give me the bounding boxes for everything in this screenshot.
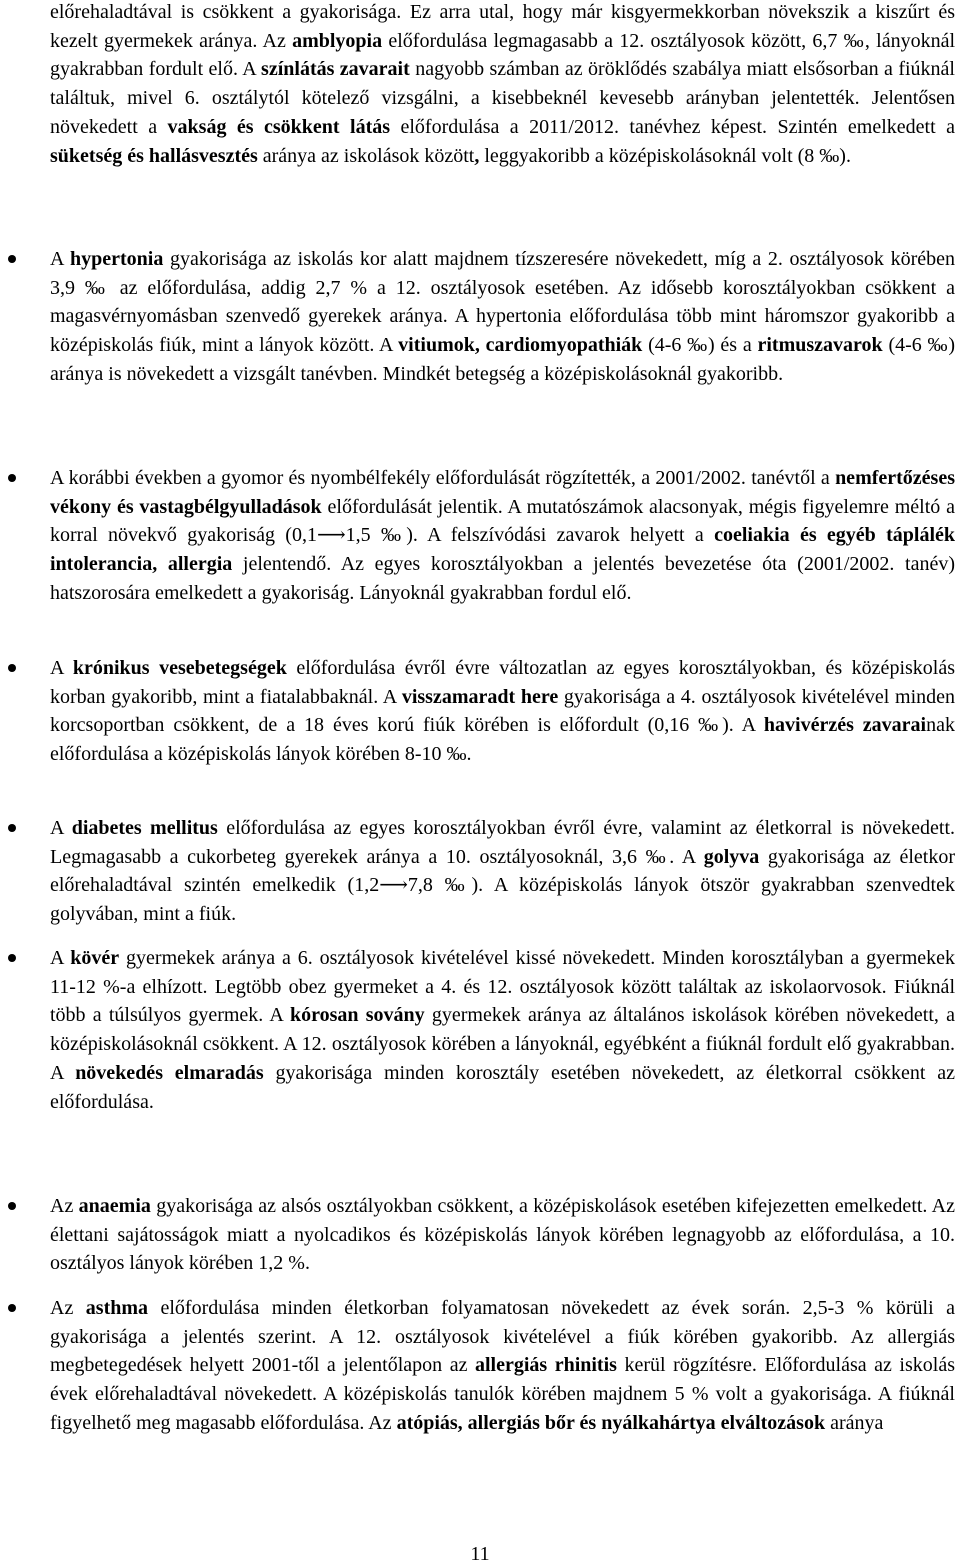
text-run: előrehaladtával is csökkent a gyakorisága. Ez arra utal, hogy már kisgyermekkorban növekszik a kiszűrt és kezelt gyermekek aránya. Az <box>50 1 955 52</box>
text-run: A <box>50 248 70 270</box>
term-szinlatas-zavarai: színlátás zavarait <box>261 58 410 81</box>
term-hypertonia: hypertonia <box>69 248 164 270</box>
text-run: (4-6 ‰) és a <box>642 334 758 357</box>
term-anaemia: anaemia <box>78 1195 151 1217</box>
text-run: gyermekek aránya az általános iskolások körében növekedett, a középiskolásoknál csökkent. A 12. osztályosok körében a lányoknál, egyébként a fiúknál fordult elő gyakrabban. A <box>50 1004 955 1084</box>
text-run: nagyobb számban az öröklődés szabálya miatt elsősorban a fiúknál találtuk, mivel 6. osztálytól kötelező vizsgálni, a kisebbeknél kevesebb arányban jelentették. Jelentősen növekedett a <box>50 58 955 138</box>
term-visszamaradt-here: visszamaradt here <box>401 685 559 708</box>
text-run: (4-6 ‰) aránya is növekedett a vizsgált tanévben. Mindkét betegség a középiskolásoknál gyakoribb. <box>50 334 955 385</box>
term-atopias-allergias: atópiás, allergiás bőr és nyálkahártya elváltozások <box>396 1411 826 1434</box>
bullet-paragraph-asthma <box>50 1294 955 1438</box>
bullet-icon <box>8 664 16 672</box>
text-run: kerül rögzítésre. Előfordulása az iskolás évek előrehaladtával növekedett. A középiskolás tanulók körében majdnem 5 % volt a gyakorisága. A fiúknál figyelhető meg magasabb előfordulása. Az <box>50 1354 955 1434</box>
term-havivérzes-zavarai: havivérzés zavarai <box>763 714 927 737</box>
bullet-icon <box>8 954 16 962</box>
term-suketseg: süketség és hallásvesztés <box>50 144 258 167</box>
term-kover: kövér <box>70 947 120 969</box>
term-nemfertozeses: nemfertőzéses vékony és vastagbélgyulladások <box>50 467 955 518</box>
paragraph-continuation <box>50 0 955 170</box>
text-run: A <box>50 657 73 679</box>
bullet-paragraph-hypertonia <box>50 245 955 389</box>
text-run: nak előfordulása a középiskolás lányok körében 8-10 ‰. <box>50 714 955 766</box>
text-run: előfordulása a 2011/2012. tanévhez képest. Szintén emelkedett a <box>390 115 955 138</box>
bullet-icon <box>8 255 16 263</box>
text-run: előfordulását jelentik. A mutatószámok alacsonyak, mégis figyelemre méltó a korral növekvő gyakoriság (0,1⟶1,5 ‰). A felszívódási zavarok helyett a <box>50 495 955 547</box>
bullet-icon <box>8 474 16 482</box>
term-vitiumok: vitiumok, cardiomyopathiák <box>398 334 643 357</box>
text-run-bold-comma: , <box>474 144 480 167</box>
bullet-icon <box>8 1304 16 1312</box>
text-run: Az <box>50 1297 86 1319</box>
term-vaksag: vakság és csökkent látás <box>167 115 391 138</box>
text-run: Az <box>50 1195 79 1217</box>
text-run: előfordulása minden életkorban folyamatosan növekedett az évek során. 2,5-3 % körüli a gyakorisága a jelentés szerint. A 12. osztályosok kivételével a fiúk körében gyakoribb. Az allergiás megbetegedések helyett 2001-től a jelentőlapon az <box>50 1297 955 1377</box>
term-novekedes-elmaradas: növekedés elmaradás <box>75 1061 264 1084</box>
term-allergias-rhinitis: allergiás rhinitis <box>474 1354 617 1377</box>
bullet-paragraph-gyomor <box>50 464 955 608</box>
text-run: A <box>50 947 71 969</box>
term-korosan-sovany: kórosan sovány <box>289 1004 425 1027</box>
text-run: A korábbi években a gyomor és nyombélfekély előfordulását rögzítették, a 2001/2002. tanévtől a <box>50 467 836 489</box>
bullet-icon <box>8 1202 16 1210</box>
text-run: előfordulása legmagasabb a 12. osztályosok között, 6,7 ‰, lányoknál gyakrabban fordult elő. A <box>50 29 956 81</box>
term-amblyopia: amblyopia <box>292 29 383 52</box>
text-run: előfordulása az egyes korosztályokban évről évre, valamint az életkorral is növekedett. Legmagasabb a cukorbeteg gyerekek aránya a 10. osztályosoknál, 3,6 ‰. A <box>50 817 956 868</box>
term-coeliakia: coeliakia és egyéb táplálék intolerancia, allergia <box>50 524 956 576</box>
text-run: gyakorisága az alsós osztályokban csökkent, a középiskolások esetében kifejezetten emelkedett. Az élettani sajátosságok miatt a nyolcadikos és középiskolás lányok körében legnagyobb az előfordulása, a 10. osztályos lányok körében 1,2 %. <box>50 1195 955 1275</box>
term-diabetes-mellitus: diabetes mellitus <box>71 817 218 839</box>
bullet-icon <box>8 824 16 832</box>
bullet-paragraph-kover <box>50 944 955 1116</box>
bullet-paragraph-diabetes <box>50 814 955 929</box>
page-number: 11 <box>470 1543 490 1565</box>
text-run: gyermekek aránya a 6. osztályosok kivételével kissé növekedett. Minden korosztályban a gyermekek 11-12 %-a elhízott. Legtöbb obez gyermeket a 4. és 12. osztályosok között találtak az iskolaorvosok. Fiúknál több a túlsúlyos gyermek. A <box>50 947 956 1027</box>
term-ritmuszavarok: ritmuszavarok <box>757 334 883 357</box>
text-run: gyakorisága a 4. osztályosok kivételével minden korcsoportban csökkent, de a 18 éves korú fiúk körében is előfordult (0,16 ‰). A <box>50 685 956 737</box>
text-run: A <box>50 817 72 839</box>
text-run: jelentendő. Az egyes korosztályokban a jelentés bevezetése óta (2001/2002. tanév) hatszorosára emelkedett a gyakoriság. Lányoknál gyakrabban fordul elő. <box>50 553 955 604</box>
text-run: leggyakoribb a középiskolásoknál volt (8 ‰). <box>479 144 851 167</box>
bullet-paragraph-vese <box>50 654 955 769</box>
text-run: gyakorisága az életkor előrehaladtával szintén emelkedik (1,2⟶7,8 ‰). A középiskolás lányok ötször gyakrabban szenvedtek golyvában, mint a fiúk. <box>50 845 955 926</box>
text-run: gyakorisága minden korosztály esetében növekedett, az életkorral csökkent az előfordulása. <box>50 1061 955 1113</box>
text-run: gyakorisága az iskolás kor alatt majdnem tízszeresére növekedett, míg a 2. osztályosok körében 3,9 ‰ az előfordulása, addig 2,7 % a 12. osztályosok esetében. Az idősebb korosztályokban csökkent a magasvérnyomásban szenvedő gyerekek aránya. A hypertonia előfordulása több mint háromszor gyakoribb a középiskolás fiúk, mint a lányok között. A <box>50 248 955 357</box>
term-asthma: asthma <box>85 1297 149 1319</box>
text-run: aránya <box>825 1411 884 1434</box>
text-run: előfordulása évről évre változatlan az egyes korosztályokban, és középiskolás korban gyakoribb, mint a fiatalabbaknál. A <box>50 657 955 708</box>
term-golyva: golyva <box>703 845 760 868</box>
bullet-paragraph-anaemia <box>50 1192 955 1278</box>
text-run: aránya az iskolások között <box>257 144 475 167</box>
term-kronikus-vesebetegsegek: krónikus vesebetegségek <box>72 657 287 679</box>
